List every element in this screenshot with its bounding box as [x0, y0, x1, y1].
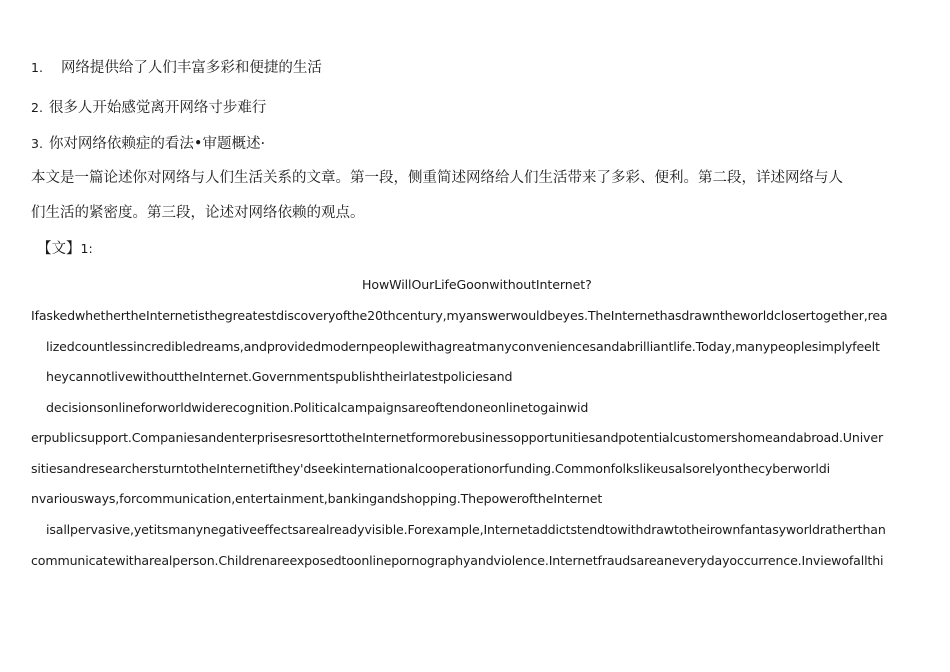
list-item-1 — [31, 59, 322, 78]
essay-title: HowWillOurLifeGoonwithoutInternet? — [362, 277, 592, 292]
essay-line-5: erpublicsupport.CompaniesandenterprisesresorttotheInternetformorebusinessopportunitiesandpotentialcustomershomeandabroad.Univer — [31, 430, 883, 445]
essay-label-bracket: 【文】 — [37, 241, 81, 257]
essay-line-9: communicatewitharealperson.Childrenareexposedtoonlinepornographyandviolence.Internetfraudsareaneverydayoccurrence.Inviewofallthi — [31, 553, 884, 568]
summary-line-2: 们生活的紧密度。第三段，论述对网络依赖的观点。 — [31, 205, 365, 221]
list-item-number: 2. — [31, 100, 43, 115]
essay-line-2: lizedcountlessincredibledreams,andprovidedmodernpeoplewithagreatmanyconveniencesandabrilliantlife.Today,manypeoplesimplyfeelt — [46, 339, 880, 354]
list-item-text: 你对网络依赖症的看法•审题概述· — [48, 136, 266, 152]
essay-line-7: nvariousways,forcommunication,entertainment,bankingandshopping.ThepoweroftheInternet — [31, 491, 603, 506]
essay-label — [37, 240, 93, 259]
essay-label-number: 1: — [80, 241, 93, 256]
essay-line-4: decisionsonlineforworldwiderecognition.Politicalcampaignsareoftendoneonlinetogainwid — [46, 400, 589, 415]
list-item-text: 很多人开始感觉离开网络寸步难行 — [48, 100, 267, 116]
essay-line-1: IfaskedwhethertheInternetisthegreatestdiscoveryofthe20thcentury,myanswerwouldbeyes.TheInternethasdrawntheworldclosertogether,rea — [31, 308, 888, 323]
essay-line-6: sitiesandresearchersturntotheInternetifthey'dseekinternationalcooperationorfunding.Commonfolkslikeusalsorelyonthecyberworldi — [31, 461, 830, 476]
list-item-3 — [31, 135, 265, 154]
list-item-number: 1. — [31, 60, 43, 75]
summary-line-1: 本文是一篇论述你对网络与人们生活关系的文章。第一段，侧重简述网络给人们生活带来了多彩、便利。第二段，详述网络与人 — [31, 170, 843, 186]
essay-line-8: isallpervasive,yetitsmanynegativeeffectsarealreadyvisible.Forexample,Internetaddictstendtowithdrawtotheirownfantasyworldratherthan — [46, 522, 886, 537]
list-item-2 — [31, 99, 266, 118]
list-item-number: 3. — [31, 136, 43, 151]
list-item-text: 网络提供给了人们丰富多彩和便捷的生活 — [60, 60, 322, 76]
essay-line-3: heycannotlivewithouttheInternet.Governmentspublishtheirlatestpoliciesand — [46, 369, 513, 384]
